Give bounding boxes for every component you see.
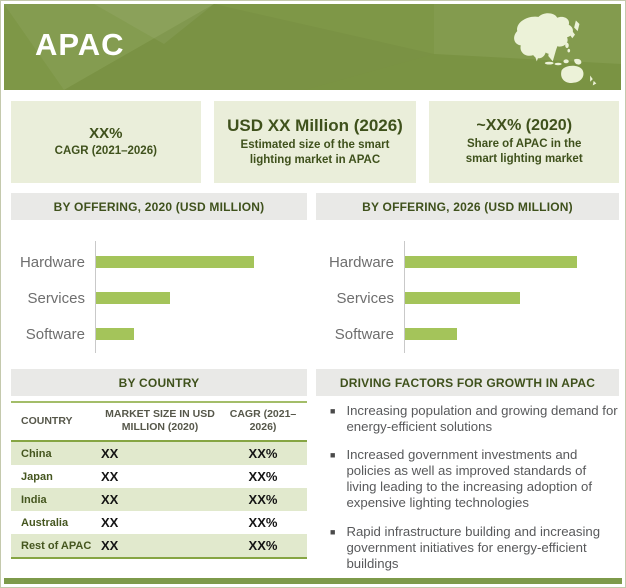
chart-2020-labels [11,241,95,353]
list-item [330,524,619,572]
stat-share-value: ~XX% (2020) [476,117,573,135]
bar-software [96,328,134,340]
stat-cagr-label: CAGR (2021–2026) [54,145,157,158]
category-label: Services [27,289,85,307]
column-header-country: COUNTRY [21,414,73,427]
category-label: Services [336,289,394,307]
country-name: Rest of APAC [21,539,92,552]
table-row-japan [11,465,307,488]
bar-software [405,328,457,340]
table-row-china [11,442,307,465]
cagr-value: XX% [248,469,278,485]
bar-chart-2020 [11,241,307,353]
page-title: APAC [35,27,125,62]
driving-factors-list [316,403,619,584]
stat-market-size [214,101,417,183]
list-item [330,447,619,511]
cagr-value: XX% [248,515,278,531]
list-item [330,403,619,435]
bullet-icon: ■ [330,406,336,416]
market-size-value: XX [101,469,119,485]
factor-text: Increased government investments and policies as well as improved standards of living leading to the increasing adoption of expensive lighting technologies [346,447,593,511]
cagr-value: XX% [248,492,278,508]
country-name: Australia [21,516,69,529]
country-table [11,401,307,559]
market-size-value: XX [101,515,119,531]
category-label: Software [334,325,394,343]
section-header-by-offering-2026: BY OFFERING, 2026 (USD MILLION) [316,193,619,220]
table-row-rest-of-apac [11,534,307,557]
market-size-value: XX [101,492,119,508]
factor-text: Rapid infrastructure building and increasing government initiatives for energy-efficient buildings [346,523,601,571]
category-label: Hardware [328,253,394,271]
column-header-market-size: MARKET SIZE IN USD MILLION (2020) [105,408,215,434]
bar-hardware [96,256,254,268]
bar-chart-2026 [316,241,619,353]
stat-cagr [11,101,201,183]
chart-2026-labels [316,241,404,353]
category-label: Software [25,325,85,343]
stat-cagr-value: XX% [89,125,123,143]
footer-accent-bar [4,578,622,584]
bullet-icon: ■ [330,450,336,461]
chart-2026-plot [404,241,619,353]
bar-hardware [405,256,577,268]
stat-share-label: Share of APAC in the smart lighting market [465,138,583,165]
country-name: China [21,447,52,460]
country-table-header [11,403,307,442]
market-size-value: XX [101,538,119,554]
section-header-by-country: BY COUNTRY [11,369,307,396]
cagr-value: XX% [248,446,278,462]
column-header-cagr: CAGR (2021–2026) [229,408,297,434]
bullet-icon: ■ [330,526,336,537]
table-row-india [11,488,307,511]
country-name: Japan [21,470,53,483]
stat-market-size-label: Estimated size of the smart lighting market in APAC [240,139,390,166]
stat-boxes [11,101,619,183]
header-banner [4,4,621,90]
market-size-value: XX [101,446,119,462]
bar-services [96,292,170,304]
apac-map-icon [493,8,609,88]
category-label: Hardware [19,253,85,271]
country-name: India [21,493,47,506]
cagr-value: XX% [248,538,278,554]
section-header-by-offering-2020: BY OFFERING, 2020 (USD MILLION) [11,193,307,220]
stat-share [429,101,619,183]
factor-text: Increasing population and growing demand for energy-efficient solutions [346,403,618,435]
section-header-driving-factors: DRIVING FACTORS FOR GROWTH IN APAC [316,369,619,396]
stat-market-size-value: USD XX Million (2026) [227,116,403,136]
chart-2020-plot [95,241,307,353]
bar-services [405,292,520,304]
table-row-australia [11,511,307,534]
